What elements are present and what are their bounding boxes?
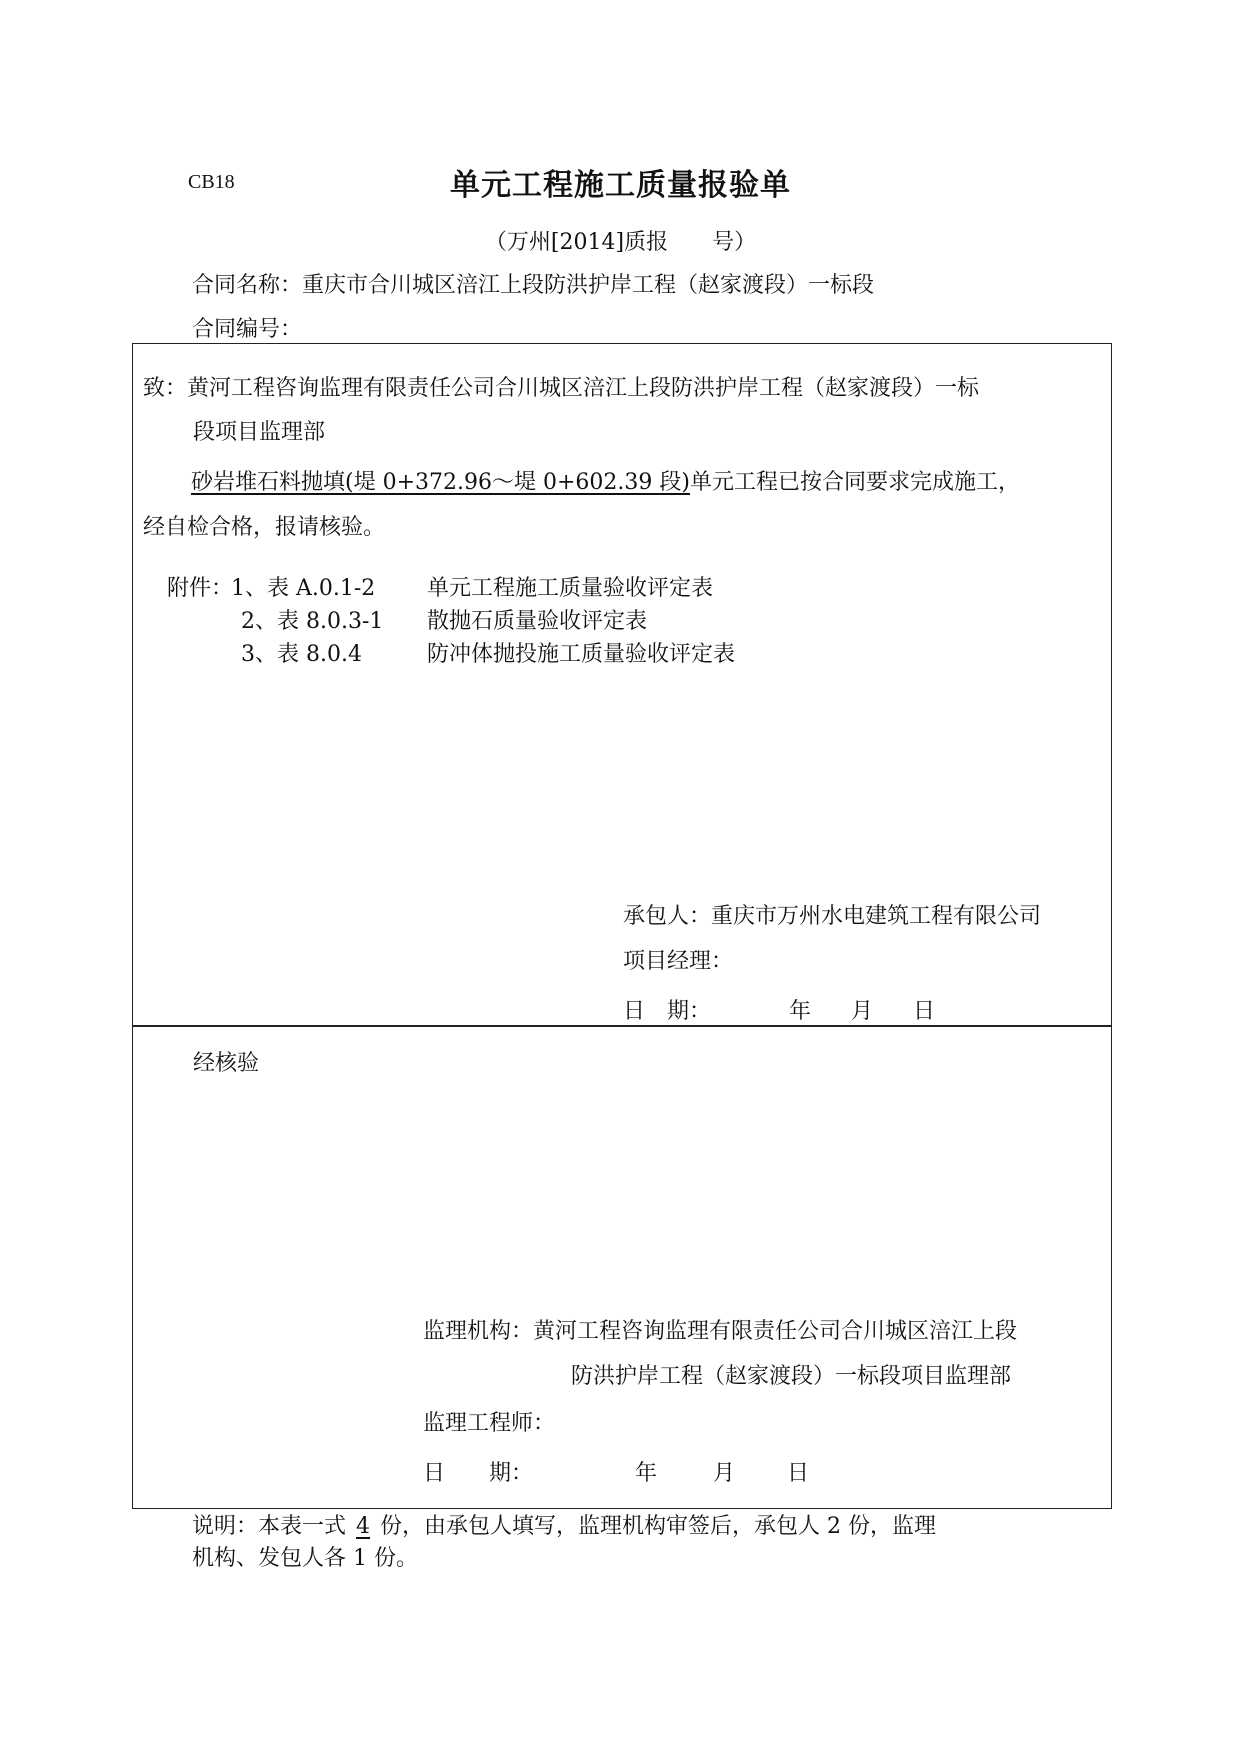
contractor-date-day: 日 (913, 999, 936, 1024)
review-section (132, 1025, 1112, 1509)
form-title: 单元工程施工质量报验单 (450, 168, 791, 203)
attachment-2-no: 2、表 8.0.3-1 (241, 609, 384, 634)
contractor-date-month: 月 (851, 999, 874, 1024)
contractor-date-year: 年 (789, 999, 812, 1024)
body-text: 单元工程已按合同要求完成施工， (689, 470, 1020, 495)
attachment-1-name: 单元工程施工质量验收评定表 (427, 576, 714, 601)
project-manager-label: 项目经理： (623, 949, 734, 974)
contract-name-label: 合同名称： (192, 273, 303, 298)
contractor-date-label: 日 期： (623, 999, 712, 1024)
attachments-label: 附件： (167, 576, 234, 601)
addressee-line-1 (143, 371, 979, 402)
body-line-1 (191, 465, 1020, 496)
contractor-label: 承包人： (623, 904, 712, 929)
attachment-2-name: 散抛石质量验收评定表 (427, 609, 648, 634)
contract-number-label: 合同编号： (192, 317, 303, 342)
supervisor-org-label: 监理机构： (423, 1319, 534, 1344)
contract-number-row (192, 312, 302, 343)
review-date-day: 日 (787, 1461, 810, 1486)
attachment-1-no: 1、表 A.0.1-2 (231, 576, 376, 601)
unit-work-name: 砂岩堆石料抛填(堤 0+372.96～堤 0+602.39 段) (191, 470, 690, 495)
to-label: 致： (143, 376, 188, 401)
addressee: 黄河工程咨询监理有限责任公司合川城区涪江上段防洪护岸工程（赵家渡段）一标 (187, 376, 980, 401)
note-line-1 (192, 1509, 936, 1540)
attachment-3-name: 防冲体抛投施工质量验收评定表 (427, 642, 736, 667)
review-date-label: 日 期： (423, 1461, 534, 1486)
contractor-name: 重庆市万州水电建筑工程有限公司 (711, 904, 1042, 929)
supervisor-org-row (423, 1314, 1017, 1345)
form-number: （万州[2014]质报 号） (484, 230, 757, 255)
addressee-line-2: 段项目监理部 (193, 420, 326, 445)
review-date-year: 年 (635, 1461, 658, 1486)
copies-count: 4 (356, 1514, 371, 1539)
contract-name-value: 重庆市合川城区涪江上段防洪护岸工程（赵家渡段）一标段 (302, 273, 875, 298)
supervisor-org-line-2: 防洪护岸工程（赵家渡段）一标段项目监理部 (571, 1364, 1012, 1389)
supervisor-org-line-1: 黄河工程咨询监理有限责任公司合川城区涪江上段 (533, 1319, 1018, 1344)
body-line-2: 经自检合格，报请核验。 (143, 515, 386, 540)
attachment-3-no: 3、表 8.0.4 (241, 642, 362, 667)
supervising-engineer-label: 监理工程师： (423, 1411, 556, 1436)
review-title: 经核验 (193, 1051, 260, 1076)
review-date-month: 月 (713, 1461, 736, 1486)
note-line-2: 机构、发包人各 1 份。 (192, 1546, 418, 1571)
note-text: 份，由承包人填写，监理机构审签后，承包人 2 份，监理 (380, 1514, 937, 1539)
note-prefix: 说明：本表一式 (192, 1514, 347, 1539)
contract-name-row (192, 268, 874, 299)
submission-section (132, 343, 1112, 1027)
contractor-row (623, 899, 1041, 930)
form-code: CB18 (188, 171, 235, 193)
